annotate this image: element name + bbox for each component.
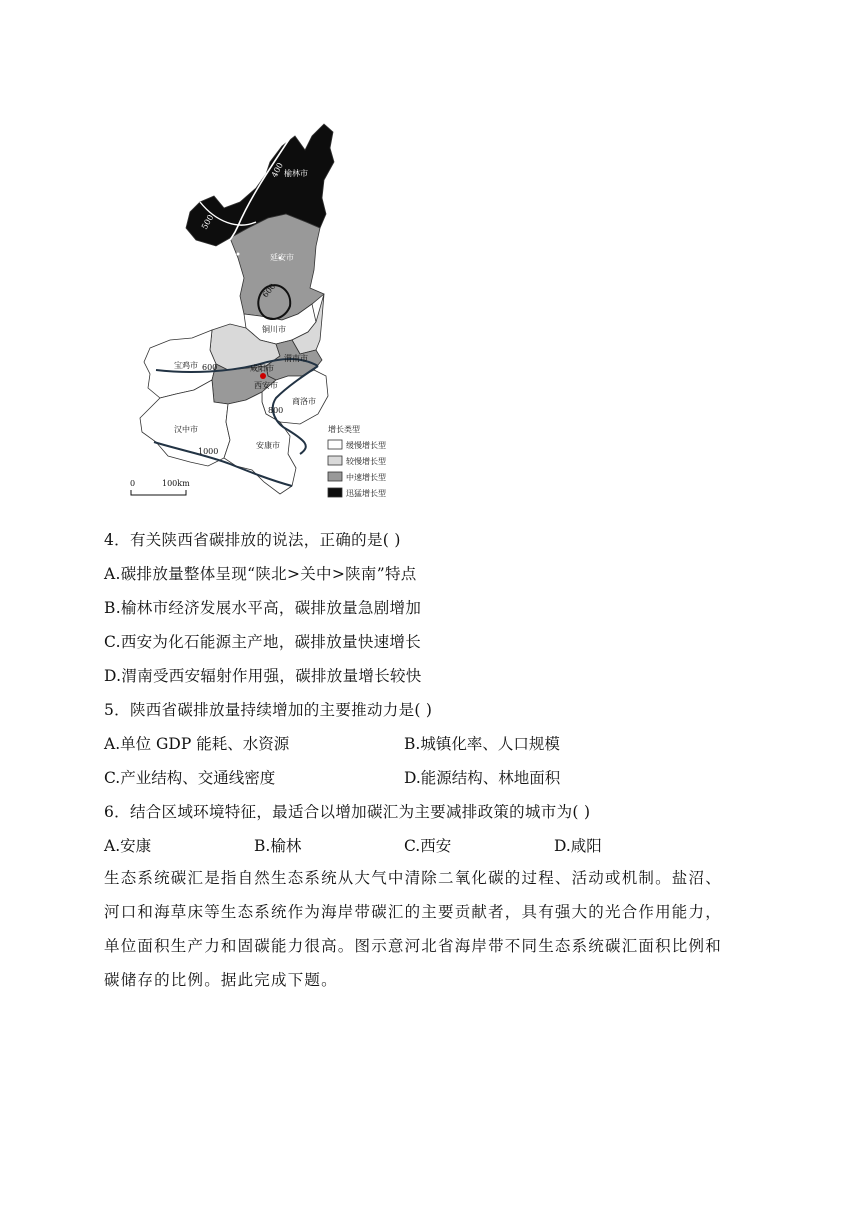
passage-line: 碳储存的比例。据此完成下题。 xyxy=(104,971,338,989)
question-4-option-a: A.碳排放量整体呈现“陕北>关中>陕南”特点 xyxy=(104,565,417,583)
passage-line: 单位面积生产力和固碳能力很高。图示意河北省海岸带不同生态系统碳汇面积比例和 xyxy=(104,937,722,955)
svg-text:榆林市: 榆林市 xyxy=(284,169,308,178)
svg-text:800: 800 xyxy=(268,406,284,415)
svg-text:1000: 1000 xyxy=(198,447,219,456)
shaanxi-carbon-map xyxy=(120,118,420,506)
svg-text:渭南市: 渭南市 xyxy=(284,354,308,363)
question-4-option-b: B.榆林市经济发展水平高，碳排放量急剧增加 xyxy=(104,599,422,617)
svg-text:铜川市: 铜川市 xyxy=(262,325,286,334)
question-6-stem: 6．结合区域环境特征，最适合以增加碳汇为主要减排政策的城市为( ) xyxy=(104,803,591,821)
svg-text:汉中市: 汉中市 xyxy=(174,425,198,434)
question-6-option-a: A.安康 xyxy=(104,837,152,855)
question-4-stem: 4．有关陕西省碳排放的说法，正确的是( ) xyxy=(104,531,401,549)
svg-text:较慢增长型: 较慢增长型 xyxy=(346,457,386,466)
question-6-option-c: C.西安 xyxy=(404,837,452,855)
svg-text:延安市: 延安市 xyxy=(270,253,294,262)
svg-text:西安市: 西安市 xyxy=(254,381,278,390)
svg-text:100km: 100km xyxy=(162,479,190,488)
question-5-option-b: B.城镇化率、人口规模 xyxy=(404,735,560,753)
svg-text:0: 0 xyxy=(130,479,136,488)
svg-text:600: 600 xyxy=(260,281,278,300)
question-4-option-d: D.渭南受西安辐射作用强，碳排放量增长较快 xyxy=(104,667,422,685)
svg-text:600: 600 xyxy=(202,363,218,372)
question-5-stem: 5．陕西省碳排放量持续增加的主要推动力是( ) xyxy=(104,701,433,719)
passage-line: 生态系统碳汇是指自然生态系统从大气中清除二氧化碳的过程、活动或机制。盐沼、 xyxy=(104,869,722,887)
question-4-option-c: C.西安为化石能源主产地，碳排放量快速增长 xyxy=(104,633,422,651)
region-yanan xyxy=(230,214,324,320)
svg-text:中速增长型: 中速增长型 xyxy=(346,473,386,482)
map-legend xyxy=(328,424,386,498)
svg-text:咸阳市: 咸阳市 xyxy=(250,364,274,373)
svg-text:增长类型: 增长类型 xyxy=(328,425,360,434)
svg-text:500: 500 xyxy=(199,213,216,231)
svg-text:缓慢增长型: 缓慢增长型 xyxy=(346,441,386,450)
scale-bar xyxy=(130,479,190,495)
question-5-option-c: C.产业结构、交通线密度 xyxy=(104,769,276,787)
question-6-option-b: B.榆林 xyxy=(254,837,302,855)
svg-text:400: 400 xyxy=(269,161,285,179)
svg-text:宝鸡市: 宝鸡市 xyxy=(174,361,198,370)
passage-line: 河口和海草床等生态系统作为海岸带碳汇的主要贡献者，具有强大的光合作用能力， xyxy=(104,903,722,921)
svg-text:安康市: 安康市 xyxy=(256,441,280,450)
question-5-option-a: A.单位 GDP 能耗、水资源 xyxy=(104,735,290,753)
svg-text:迅猛增长型: 迅猛增长型 xyxy=(346,489,386,498)
svg-text:商洛市: 商洛市 xyxy=(292,397,316,406)
question-5-option-d: D.能源结构、林地面积 xyxy=(404,769,561,787)
question-6-option-d: D.咸阳 xyxy=(554,837,602,855)
